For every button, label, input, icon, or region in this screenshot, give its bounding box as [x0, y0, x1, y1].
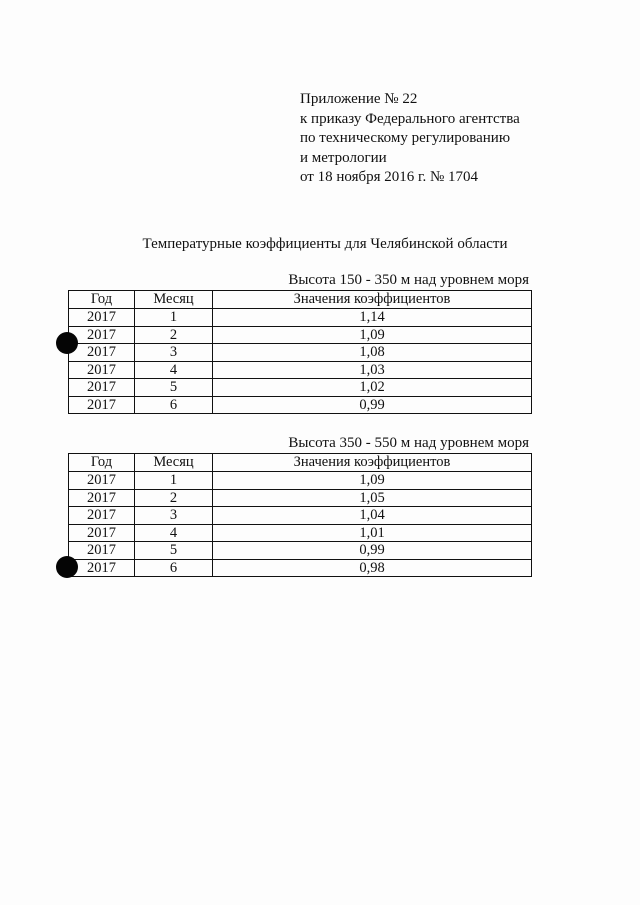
cell-month: 6: [135, 396, 213, 414]
hole-punch-mark: [56, 556, 78, 578]
table-row: [69, 472, 532, 490]
column-header-month: Месяц: [135, 291, 213, 309]
table-row: [69, 396, 532, 414]
appendix-header: [300, 90, 520, 188]
table-row: [69, 489, 532, 507]
cell-year: 2017: [69, 379, 135, 397]
cell-year: 2017: [69, 507, 135, 525]
cell-year: 2017: [69, 472, 135, 490]
table-row: [69, 361, 532, 379]
cell-value: 1,14: [213, 309, 532, 327]
cell-value: 1,03: [213, 361, 532, 379]
hole-punch-mark: [56, 332, 78, 354]
appendix-order-date: от 18 ноября 2016 г. № 1704: [300, 169, 479, 185]
cell-month: 1: [135, 309, 213, 327]
column-header-year: Год: [69, 454, 135, 472]
cell-year: 2017: [69, 326, 135, 344]
column-header-value: Значения коэффициентов: [213, 291, 532, 309]
cell-value: 0,99: [213, 542, 532, 560]
altitude-caption-2: Высота 350 - 550 м над уровнем моря: [288, 435, 529, 451]
cell-year: 2017: [69, 344, 135, 362]
cell-year: 2017: [69, 559, 135, 577]
cell-year: 2017: [69, 542, 135, 560]
cell-year: 2017: [69, 524, 135, 542]
cell-year: 2017: [69, 309, 135, 327]
document-title: Температурные коэффициенты для Челябинской области: [142, 236, 508, 252]
cell-month: 4: [135, 524, 213, 542]
cell-year: 2017: [69, 396, 135, 414]
table-row: [69, 379, 532, 397]
cell-value: 1,09: [213, 326, 532, 344]
table-row: [69, 344, 532, 362]
cell-value: 1,09: [213, 472, 532, 490]
column-header-year: Год: [69, 291, 135, 309]
appendix-number: Приложение № 22: [300, 91, 418, 107]
table-row: [69, 559, 532, 577]
cell-month: 3: [135, 344, 213, 362]
altitude-caption-1: Высота 150 - 350 м над уровнем моря: [288, 272, 529, 288]
cell-year: 2017: [69, 361, 135, 379]
cell-value: 1,08: [213, 344, 532, 362]
cell-month: 1: [135, 472, 213, 490]
cell-value: 0,99: [213, 396, 532, 414]
cell-month: 5: [135, 379, 213, 397]
appendix-agency-line: по техническому регулированию: [300, 130, 511, 146]
coefficients-table-1: [68, 290, 532, 414]
cell-month: 3: [135, 507, 213, 525]
cell-value: 0,98: [213, 559, 532, 577]
table-row: [69, 524, 532, 542]
cell-value: 1,01: [213, 524, 532, 542]
cell-value: 1,04: [213, 507, 532, 525]
table-row: [69, 542, 532, 560]
cell-month: 6: [135, 559, 213, 577]
table-row: [69, 309, 532, 327]
table-row: [69, 507, 532, 525]
column-header-month: Месяц: [135, 454, 213, 472]
table-row: [69, 326, 532, 344]
cell-month: 2: [135, 326, 213, 344]
cell-year: 2017: [69, 489, 135, 507]
cell-value: 1,05: [213, 489, 532, 507]
appendix-agency-line-2: и метрологии: [300, 149, 387, 166]
cell-month: 4: [135, 361, 213, 379]
cell-month: 5: [135, 542, 213, 560]
appendix-order-ref: к приказу Федерального агентства: [300, 110, 520, 127]
table-header-row: [69, 454, 532, 472]
table-header-row: [69, 291, 532, 309]
cell-value: 1,02: [213, 379, 532, 397]
cell-month: 2: [135, 489, 213, 507]
coefficients-table-2: [68, 453, 532, 577]
column-header-value: Значения коэффициентов: [213, 454, 532, 472]
